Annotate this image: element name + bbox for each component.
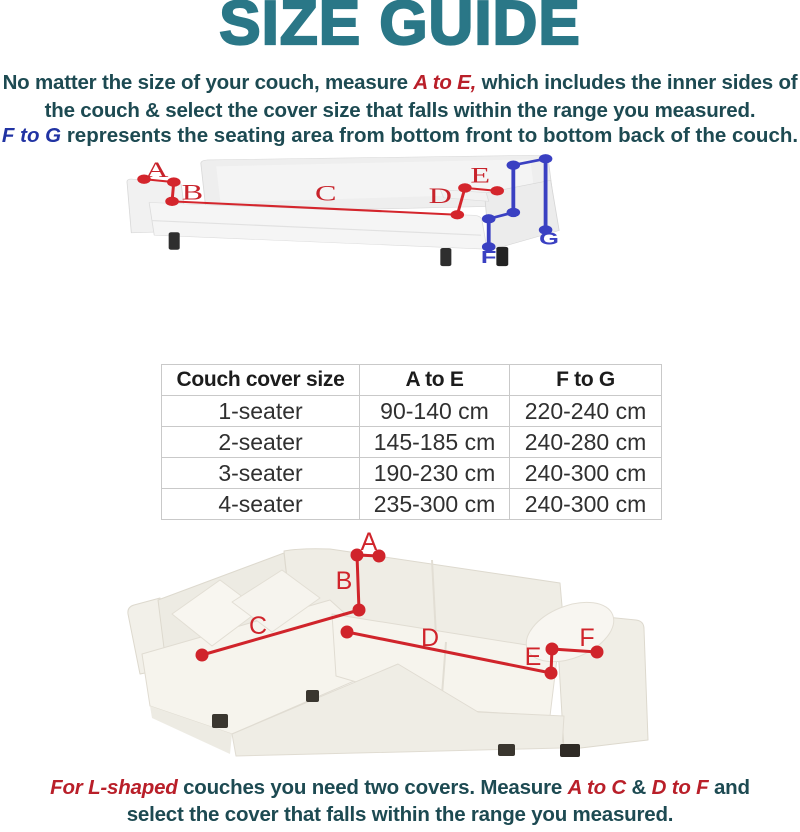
sofa-leg [169, 232, 180, 250]
sofa-leg [496, 247, 508, 266]
l-sofa-measurement-diagram [105, 522, 705, 774]
intro-seg1: No matter the size of your couch, measure [2, 71, 414, 94]
page-title: SIZE GUIDE [219, 0, 581, 58]
l-sofa-label-e: E [524, 643, 542, 671]
sofa-leg [440, 248, 451, 266]
intro-accent-a-to-e: A to E, [413, 71, 477, 94]
l-sofa-label-a: A [360, 528, 378, 556]
intro-seg3: the couch & select the cover size that falls within the range you measured. [44, 99, 756, 122]
sofa-label-f: F [480, 247, 497, 268]
cell-a-to-e: 145-185 cm [360, 427, 510, 458]
col-header-couch-cover-size: Couch cover size [162, 365, 360, 396]
cell-a-to-e: 235-300 cm [360, 489, 510, 520]
l-sofa-label-d: D [420, 624, 440, 652]
table-row [162, 489, 662, 520]
cell-f-to-g: 240-300 cm [510, 458, 662, 489]
sofa-foot [498, 744, 515, 756]
cell-size: 2-seater [162, 427, 360, 458]
l-sofa-label-c: C [248, 612, 268, 640]
cell-size: 4-seater [162, 489, 360, 520]
sofa-label-c: C [314, 180, 337, 206]
l-measure-line-b [357, 555, 359, 610]
sofa-foot [212, 714, 228, 728]
note-seg: represents the seating area from bottom front to bottom back of the couch. [61, 124, 799, 147]
lnote-seg4: select the cover that falls within the range you measured. [126, 803, 674, 826]
lnote-accent-a-to-c: A to C [567, 776, 626, 799]
l-shaped-note [0, 774, 800, 828]
sofa-measurement-diagram [105, 150, 695, 360]
sofa-label-a: A [145, 156, 169, 182]
sofa-label-e: E [470, 162, 491, 188]
sofa-label-g: G [539, 228, 559, 249]
l-sofa-label-b: B [335, 567, 353, 595]
cell-a-to-e: 90-140 cm [360, 396, 510, 427]
cell-f-to-g: 220-240 cm [510, 396, 662, 427]
table-row [162, 427, 662, 458]
size-table [161, 364, 662, 520]
cell-size: 3-seater [162, 458, 360, 489]
col-header-f-to-g: F to G [510, 365, 662, 396]
lnote-seg3: and [708, 776, 750, 799]
intro-seg2: which includes the inner sides of [476, 71, 798, 94]
table-row [162, 458, 662, 489]
cell-f-to-g: 240-280 cm [510, 427, 662, 458]
note-accent-f-to-g: F to G [1, 124, 62, 147]
sofa-label-b: B [181, 179, 204, 205]
cell-f-to-g: 240-300 cm [510, 489, 662, 520]
lnote-accent-for-l-shaped: For L-shaped [50, 776, 178, 799]
table-header-row [162, 365, 662, 396]
table-row [162, 396, 662, 427]
sofa-label-d: D [428, 183, 452, 208]
seating-note-text [0, 124, 800, 148]
sofa-foot [560, 744, 580, 757]
lnote-seg1: couches you need two covers. Measure [177, 776, 568, 799]
col-header-a-to-e: A to E [360, 365, 510, 396]
cell-size: 1-seater [162, 396, 360, 427]
sofa-foot [306, 690, 319, 702]
cell-a-to-e: 190-230 cm [360, 458, 510, 489]
lnote-accent-d-to-f: D to F [651, 776, 709, 799]
l-sofa-label-f: F [579, 624, 595, 652]
intro-text [0, 69, 800, 125]
lnote-seg2: & [626, 776, 652, 799]
